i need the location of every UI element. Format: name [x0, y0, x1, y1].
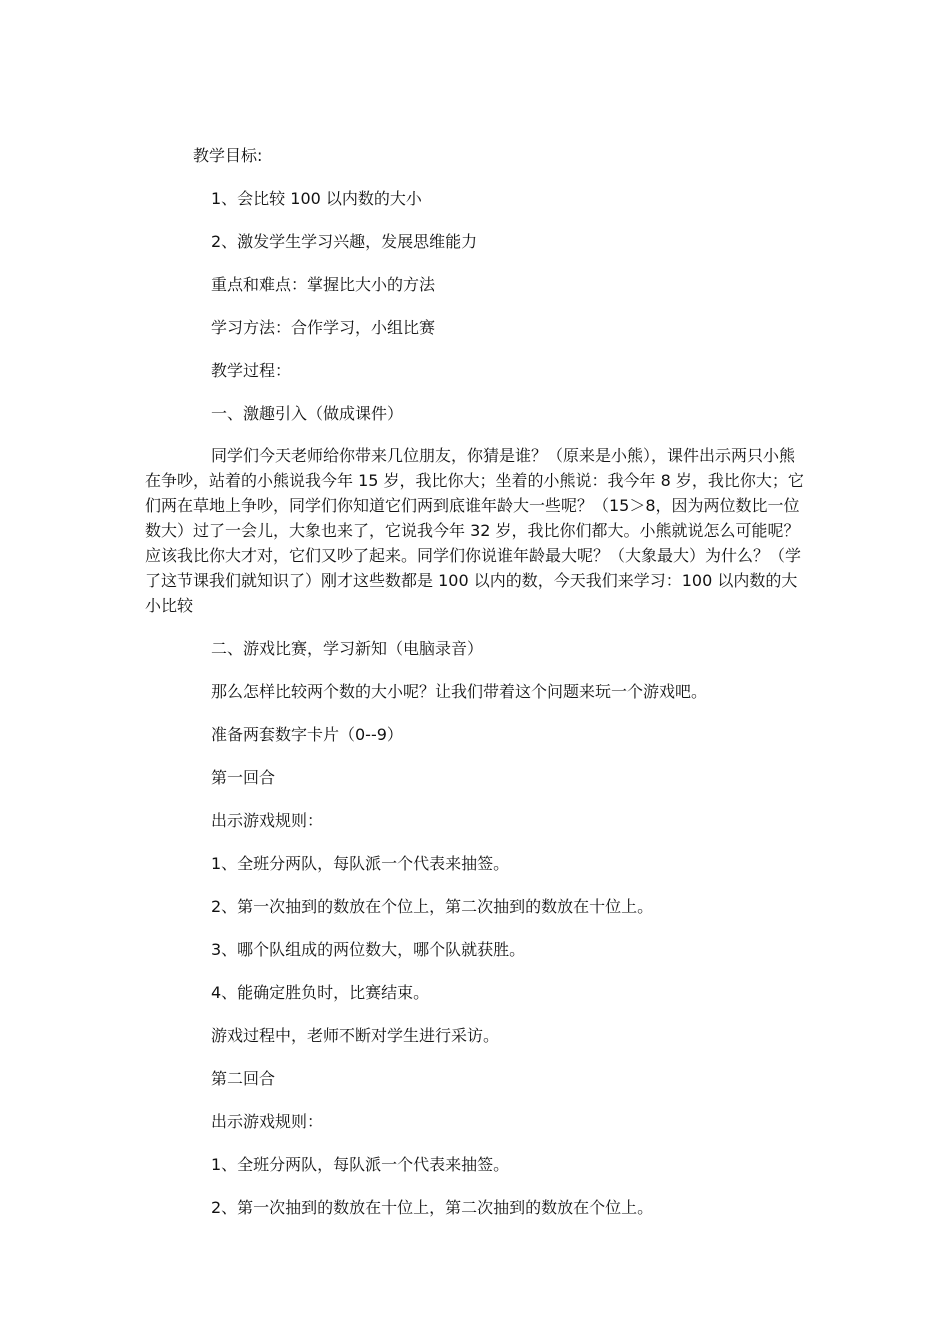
round-1-rules-heading: 出示游戏规则：: [211, 811, 324, 830]
intro-paragraph: [145, 443, 810, 618]
game-question-line: 那么怎样比较两个数的大小呢？让我们带着这个问题来玩一个游戏吧。: [211, 682, 708, 701]
heading-teaching-process: 教学过程：: [211, 361, 292, 380]
section-2-heading: 二、游戏比赛，学习新知（电脑录音）: [211, 639, 484, 658]
intro-paragraph-text: 同学们今天老师给你带来几位朋友，你猜是谁？（原来是小熊），课件出示两只小熊在争吵，站着的小熊说我今年 15 岁，我比你大；坐着的小熊说：我今年 8 岁，我比你大；它们两在草地上争吵，同学们你知道它们两到底谁年龄大一些呢？（15＞8，因为两位数比一位数大）过了一会儿，大象也来了，它说我今年 32 岁，我比你们都大。小熊就说怎么可能呢？应该我比你大才对，它们又吵了起来。同学们你说谁年龄最大呢？（大象最大）为什么？（学了这节课我们就知识了）刚才这些数都是 100 以内的数，今天我们来学习：100 以内数的大小比较: [145, 446, 804, 615]
round-1-rule-2: 2、第一次抽到的数放在个位上，第二次抽到的数放在十位上。: [211, 897, 654, 916]
round-2-rules-heading: 出示游戏规则：: [211, 1112, 324, 1131]
round-2-heading: 第二回合: [211, 1069, 276, 1088]
round-1-rule-3: 3、哪个队组成的两位数大，哪个队就获胜。: [211, 940, 526, 959]
round-2-rule-2: 2、第一次抽到的数放在十位上，第二次抽到的数放在个位上。: [211, 1198, 654, 1217]
interview-line: 游戏过程中，老师不断对学生进行采访。: [211, 1026, 500, 1045]
round-1-rule-1: 1、全班分两队，每队派一个代表来抽签。: [211, 854, 510, 873]
key-points-line: 重点和难点：掌握比大小的方法: [211, 275, 436, 294]
round-2-rule-1: 1、全班分两队，每队派一个代表来抽签。: [211, 1155, 510, 1174]
goal-item-1: 1、会比较 100 以内数的大小: [211, 189, 422, 208]
goal-item-2: 2、激发学生学习兴趣，发展思维能力: [211, 232, 478, 251]
round-1-heading: 第一回合: [211, 768, 276, 787]
round-1-rule-4: 4、能确定胜负时，比赛结束。: [211, 983, 430, 1002]
section-1-heading: 一、激趣引入（做成课件）: [211, 404, 404, 423]
prepare-cards-line: 准备两套数字卡片（0--9）: [211, 725, 403, 744]
learning-method-line: 学习方法：合作学习，小组比赛: [211, 318, 436, 337]
heading-teaching-goals: 教学目标:: [193, 146, 263, 165]
